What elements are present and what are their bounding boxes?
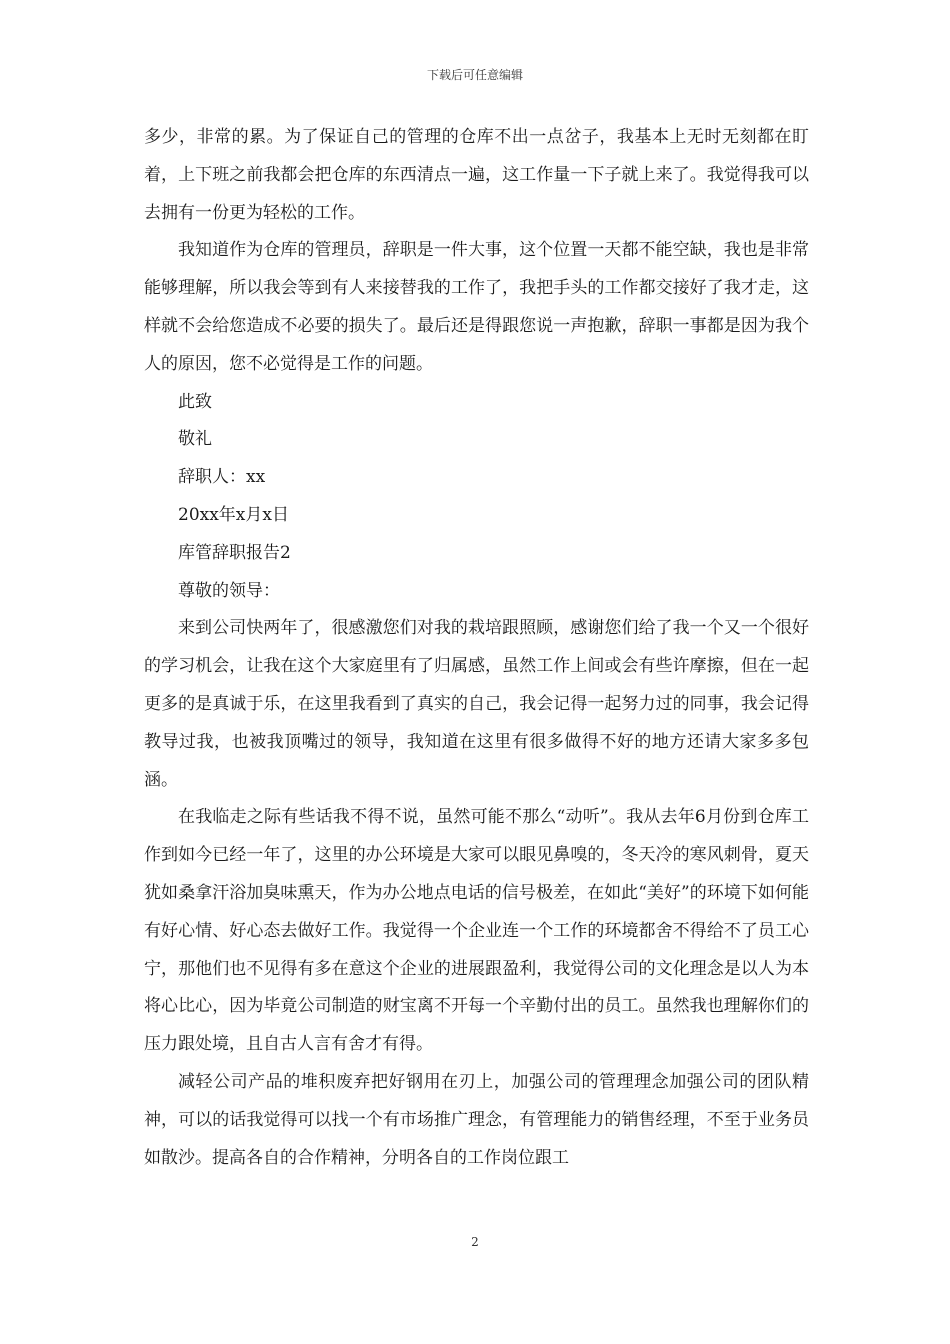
- document-body: [144, 119, 809, 1177]
- paragraph-4: 在我临走之际有些话我不得不说，虽然可能不那么“动听”。我从去年6月份到仓库工作到如今已经一年了，这里的办公环境是大家可以眼见鼻嗅的，冬天冷的寒风刺骨，夏天犹如桑拿汗浴加臭味熏天，作为办公地点电话的信号极差，在如此“美好”的环境下如何能有好心情、好心态去做好工作。我觉得一个企业连一个工作的环境都舍不得给不了员工心宁，那他们也不见得有多在意这个企业的进展跟盈利，我觉得公司的文化理念是以人为本将心比心，因为毕竟公司制造的财宝离不开每一个辛勤付出的员工。虽然我也理解你们的压力跟处境，且自古人言有舍才有得。: [144, 807, 809, 1055]
- section-title: 库管辞职报告2: [178, 542, 291, 563]
- signature-line: 辞职人：xx: [178, 467, 266, 488]
- page-header: 下载后可任意编辑: [426, 68, 523, 82]
- page-number: 2: [471, 1235, 479, 1249]
- paragraph-2: 我知道作为仓库的管理员，辞职是一件大事，这个位置一天都不能空缺，我也是非常能够理解，所以我会等到有人来接替我的工作了，我把手头的工作都交接好了我才走，这样就不会给您造成不必要的损失了。最后还是得跟您说一声抱歉，辞职一事都是因为我个人的原因，您不必觉得是工作的问题。: [144, 240, 809, 374]
- greeting-line: 尊敬的领导：: [178, 580, 280, 601]
- date-line: 20xx年x月x日: [178, 504, 289, 525]
- paragraph-1: 多少，非常的累。为了保证自己的管理的仓库不出一点岔子，我基本上无时无刻都在盯着，上下班之前我都会把仓库的东西清点一遍，这工作量一下子就上来了。我觉得我可以去拥有一份更为轻松的工作。: [144, 127, 809, 223]
- paragraph-5: 减轻公司产品的堆积废弃把好钢用在刃上，加强公司的管理理念加强公司的团队精神，可以的话我觉得可以找一个有市场推广理念，有管理能力的销售经理，不至于业务员如散沙。提高各自的合作精神，分明各自的工作岗位跟工: [144, 1071, 809, 1168]
- paragraph-3: 来到公司快两年了，很感激您们对我的栽培跟照顾，感谢您们给了我一个又一个很好的学习机会，让我在这个大家庭里有了归属感，虽然工作上间或会有些许摩擦，但在一起更多的是真诚于乐，在这里我看到了真实的自己，我会记得一起努力过的同事，我会记得教导过我，也被我顶嘴过的领导，我知道在这里有很多做得不好的地方还请大家多多包涵。: [144, 618, 809, 790]
- closing-regards: 敬礼: [178, 429, 212, 450]
- closing-salutation: 此致: [178, 391, 212, 412]
